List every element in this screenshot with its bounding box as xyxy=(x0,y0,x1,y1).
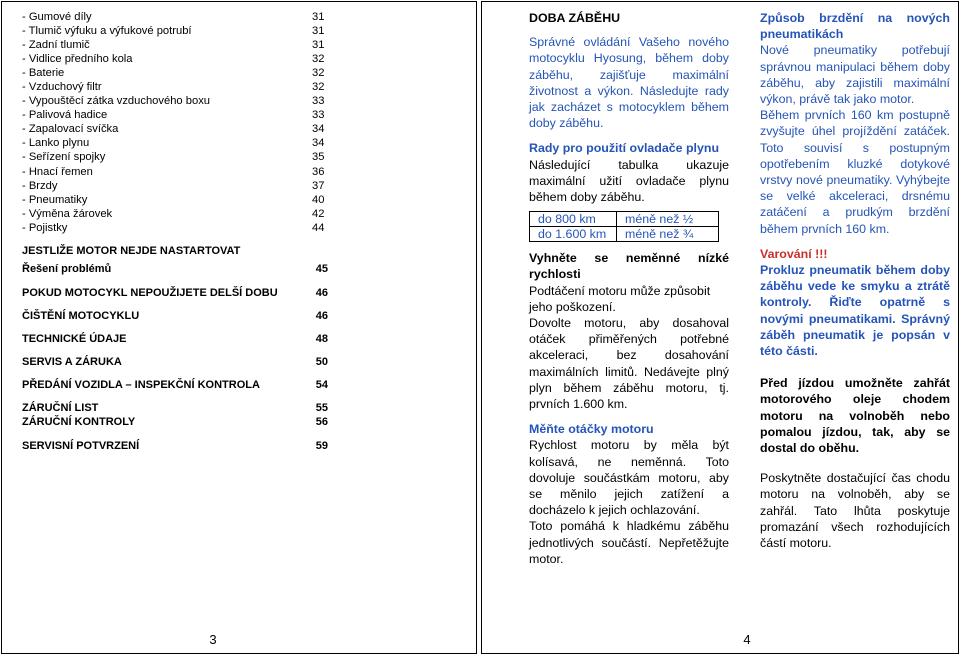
toc-section-label: ZÁRUČNÍ LIST xyxy=(22,401,99,414)
avoid-speed-paragraph-1: Podtáčení motoru může způsobit jeho poškození. xyxy=(529,283,711,314)
toc-item-page: 34 xyxy=(312,137,325,150)
toc-section-label: PŘEDÁNÍ VOZIDLA – INSPEKČNÍ KONTROLA xyxy=(22,378,260,391)
column-tires xyxy=(760,10,950,551)
toc-section-page: 46 xyxy=(315,286,328,299)
toc-item xyxy=(22,221,328,235)
throttle-paragraph: Následující tabulka ukazuje maximální užití ovladače plynu během doby záběhu. xyxy=(529,157,729,205)
table-of-contents xyxy=(22,10,328,453)
toc-item xyxy=(22,207,328,221)
toc-item xyxy=(22,179,328,193)
toc-item xyxy=(22,108,328,122)
toc-item xyxy=(22,80,328,94)
toc-item-label: - Brzdy xyxy=(22,179,58,192)
column-break-in xyxy=(529,10,729,567)
toc-item xyxy=(22,24,328,38)
toc-section-label: SERVISNÍ POTVRZENÍ xyxy=(22,439,140,452)
page-number: 3 xyxy=(209,632,217,647)
rpm-heading: Měňte otáčky motoru xyxy=(529,422,654,437)
toc-section-handover xyxy=(22,378,328,392)
table-row xyxy=(530,212,719,227)
toc-section-specs xyxy=(22,332,328,346)
toc-item-label: - Hnací řemen xyxy=(22,165,93,178)
toc-section-cleaning xyxy=(22,309,328,323)
rpm-paragraph-1: Rychlost motoru by měla být kolísavá, ne neměnná. Toto dovoluje součástkám motoru, aby se měnilo jejich zatížení a docházelo k jejich ochlazování. xyxy=(529,438,729,518)
toc-item-label: - Tlumič výfuku a výfukové potrubí xyxy=(22,25,192,38)
braking-heading: Způsob brzdění na nových pneumatikách xyxy=(760,11,950,42)
braking-paragraph-2: Během prvních 160 km postupně zvyšujte úhel projíždění zatáček. Toto souvisí s postupným opotřebením kluzké dotykové vrstvy nové pneumatiky. Vyhýbejte se velké akceleraci, drsnému zatáčení a prudkým brzdění během prvních 160 km. xyxy=(760,108,950,236)
toc-item-label: - Vypouštěcí zátka vzduchového boxu xyxy=(22,95,211,108)
throttle-usage-table xyxy=(529,211,719,242)
toc-section-label: SERVIS A ZÁRUKA xyxy=(22,355,122,368)
toc-item-label: - Baterie xyxy=(22,67,65,80)
toc-item-label: - Pojistky xyxy=(22,221,68,234)
toc-section-warranty xyxy=(22,401,328,429)
toc-section-page: 45 xyxy=(315,262,328,275)
toc-item-label: - Vidlice předního kola xyxy=(22,53,133,66)
toc-item-label: - Lanko plynu xyxy=(22,137,90,150)
rpm-paragraph-2: Toto pomáhá k hladkému záběhu jednotlivých součástí. Nepřetěžujte motor. xyxy=(529,519,729,566)
toc-item-label: - Seřízení spojky xyxy=(22,151,106,164)
toc-section-no-start xyxy=(22,244,328,276)
toc-item xyxy=(22,38,328,52)
toc-section-label: JESTLIŽE MOTOR NEJDE NASTARTOVAT xyxy=(22,244,241,257)
braking-paragraph-1: Nové pneumatiky potřebují správnou manipulaci během doby záběhu, aby zajistili maximální výkon, právě tak jako motor. xyxy=(760,43,950,107)
page-number: 4 xyxy=(743,632,751,647)
toc-item xyxy=(22,52,328,66)
toc-item-label: - Palivová hadice xyxy=(22,109,108,122)
toc-section-page: 54 xyxy=(315,378,328,391)
toc-item-page: 32 xyxy=(312,53,325,66)
toc-item-label: - Vzduchový filtr xyxy=(22,81,102,94)
left-page xyxy=(1,1,477,654)
intro-paragraph: Správné ovládání Vašeho nového motocyklu Hyosung, během doby záběhu, zajišťuje maximální životnost a výkon. Následujte rady jak zacházet s motocyklem během doby záběhu. xyxy=(529,35,729,131)
toc-section-label: ČIŠTĚNÍ MOTOCYKLU xyxy=(22,309,140,322)
toc-section-label: TECHNICKÉ ÚDAJE xyxy=(22,332,127,345)
toc-section-storage xyxy=(22,286,328,300)
toc-item-page: 32 xyxy=(312,67,325,80)
toc-section-label: POKUD MOTOCYKL NEPOUŽIJETE DELŠÍ DOBU xyxy=(22,286,278,299)
toc-item-page: 34 xyxy=(312,123,325,136)
toc-section-label: ZÁRUČNÍ KONTROLY xyxy=(22,415,136,428)
toc-item-page: 33 xyxy=(312,95,325,108)
table-cell-distance: do 1.600 km xyxy=(530,227,617,242)
table-row xyxy=(530,227,719,242)
section-title: DOBA ZÁBĚHU xyxy=(529,11,621,25)
toc-item-page: 31 xyxy=(312,11,325,23)
warning-label: Varování !!! xyxy=(760,246,828,261)
toc-item-page: 44 xyxy=(312,221,325,234)
toc-section-service xyxy=(22,355,328,369)
toc-item-page: 36 xyxy=(312,165,325,178)
toc-item-label: - Zapalovací svíčka xyxy=(22,123,119,136)
toc-item-page: 33 xyxy=(312,109,325,122)
toc-item xyxy=(22,165,328,179)
toc-item xyxy=(22,150,328,164)
toc-section-label: Řešení problémů xyxy=(22,262,112,275)
table-cell-distance: do 800 km xyxy=(530,212,617,227)
toc-section-page: 46 xyxy=(315,309,328,322)
toc-item xyxy=(22,10,328,24)
toc-item-page: 37 xyxy=(312,179,325,192)
toc-item-page: 31 xyxy=(312,39,325,52)
avoid-speed-heading: Vyhněte se neměnné nízké rychlosti xyxy=(529,251,729,282)
toc-section-page: 59 xyxy=(315,439,328,452)
toc-item-list xyxy=(22,10,328,235)
toc-item-page: 42 xyxy=(312,207,325,220)
avoid-speed-paragraph-2: Dovolte motoru, aby dosahoval otáček přiměřených potřebné akceleraci, bez dosahování maximálních limitů. Nedávejte plný plyn během záběhu motoru, tj. prvních 1.600 km. xyxy=(529,316,729,412)
toc-item-page: 31 xyxy=(312,25,325,38)
toc-item xyxy=(22,193,328,207)
toc-section-page: 55 xyxy=(315,401,328,414)
table-cell-limit: méně než ¾ xyxy=(617,227,719,242)
oil-warmup-paragraph: Před jízdou umožněte zahřát motorového oleje chodem motoru na volnoběh nebo pomalou jízdou, tak, aby se dostal do oběhu. xyxy=(760,376,950,456)
toc-item xyxy=(22,94,328,108)
throttle-heading: Rady pro použití ovladače plynu xyxy=(529,141,720,156)
toc-section-page: 56 xyxy=(315,415,328,428)
toc-item-label: - Gumové díly xyxy=(22,11,92,23)
toc-item-label: - Výměna žárovek xyxy=(22,207,113,220)
toc-item xyxy=(22,136,328,150)
right-page xyxy=(481,1,959,654)
toc-item-label: - Pneumatiky xyxy=(22,193,88,206)
toc-item-label: - Zadní tlumič xyxy=(22,39,90,52)
toc-section-page: 50 xyxy=(315,355,328,368)
toc-section-page: 48 xyxy=(315,332,328,345)
toc-section-service-confirmation xyxy=(22,439,328,453)
idle-warmup-paragraph: Poskytněte dostačující čas chodu motoru na volnoběh, aby se zahřál. Tato lhůta poskytuje promazání všech rozhodujících částí motoru. xyxy=(760,471,950,551)
toc-item-page: 35 xyxy=(312,151,325,164)
toc-item xyxy=(22,122,328,136)
toc-item-page: 32 xyxy=(312,81,325,94)
toc-item xyxy=(22,66,328,80)
toc-item-page: 40 xyxy=(312,193,325,206)
table-cell-limit: méně než ½ xyxy=(617,212,719,227)
warning-paragraph: Prokluz pneumatik během doby záběhu vede ke smyku a ztrátě kontroly. Řiďte opatrně s novými pneumatikami. Správný záběh pneumatik je popsán v této části. xyxy=(760,263,950,359)
